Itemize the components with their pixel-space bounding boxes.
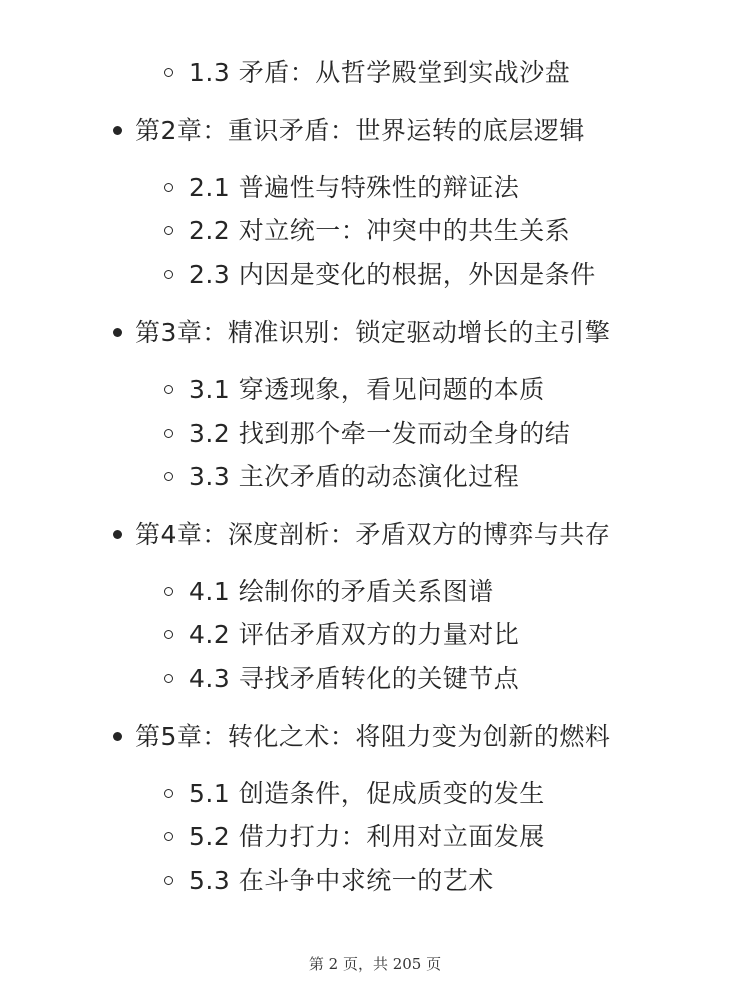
hollow-bullet-icon [164,630,173,639]
toc-section-label: 4.1 绘制你的矛盾关系图谱 [189,577,494,606]
toc-section-label: 5.1 创造条件，促成质变的发生 [189,779,545,808]
toc-section-label: 3.2 找到那个牵一发而动全身的结 [189,419,571,448]
toc-section-label: 1.3 矛盾：从哲学殿堂到实战沙盘 [189,58,571,87]
filled-bullet-icon [113,328,122,337]
page-number-footer: 第 2 页，共 205 页 [308,955,442,973]
hollow-bullet-icon [164,472,173,481]
toc-section-label: 5.2 借力打力：利用对立面发展 [189,822,545,851]
toc-section-label: 4.3 寻找矛盾转化的关键节点 [189,664,520,693]
toc-section-label: 3.3 主次矛盾的动态演化过程 [189,462,520,491]
filled-bullet-icon [113,530,122,539]
hollow-bullet-icon [164,789,173,798]
toc-section-label: 2.2 对立统一：冲突中的共生关系 [189,216,571,245]
hollow-bullet-icon [164,270,173,279]
toc-section-label: 2.1 普遍性与特殊性的辩证法 [189,173,520,202]
toc-chapter-label: 第3章：精准识别：锁定驱动增长的主引擎 [135,318,611,347]
hollow-bullet-icon [164,68,173,77]
hollow-bullet-icon [164,832,173,841]
toc-section-label: 2.3 内因是变化的根据，外因是条件 [189,260,596,289]
filled-bullet-icon [113,732,122,741]
hollow-bullet-icon [164,226,173,235]
toc-section-label: 5.3 在斗争中求统一的艺术 [189,866,494,895]
hollow-bullet-icon [164,183,173,192]
toc-section-label: 4.2 评估矛盾双方的力量对比 [189,620,520,649]
toc-chapter-label: 第2章：重识矛盾：世界运转的底层逻辑 [135,116,585,145]
hollow-bullet-icon [164,385,173,394]
hollow-bullet-icon [164,429,173,438]
toc-chapter-label: 第5章：转化之术：将阻力变为创新的燃料 [135,722,611,751]
hollow-bullet-icon [164,674,173,683]
hollow-bullet-icon [164,876,173,885]
filled-bullet-icon [113,126,122,135]
toc-chapter-label: 第4章：深度剖析：矛盾双方的博弈与共存 [135,520,611,549]
toc-section-label: 3.1 穿透现象，看见问题的本质 [189,375,545,404]
hollow-bullet-icon [164,587,173,596]
